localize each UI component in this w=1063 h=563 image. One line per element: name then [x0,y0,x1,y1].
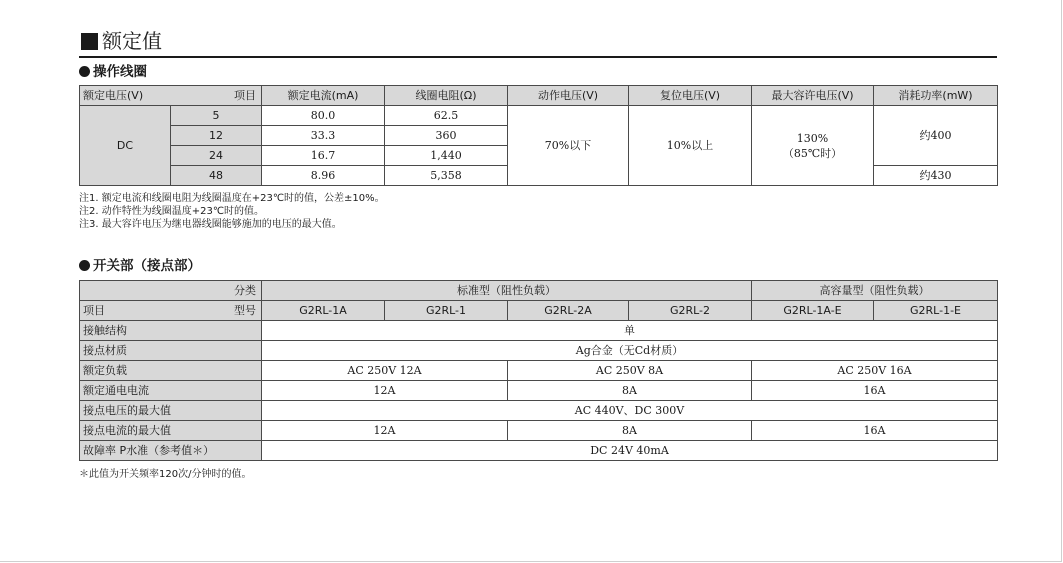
resistance-cell: 62.5 [385,106,508,126]
footnote: ＊此值为开关频率120次/分钟时的值。 [79,469,252,480]
model-cell: G2RL-1A [262,301,385,321]
voltage-cell: 5 [171,106,262,126]
contacts-group-row [80,281,998,301]
model-cell: G2RL-1 [385,301,508,321]
rated-current-b: 8A [508,381,752,401]
resistance-cell: 1,440 [385,146,508,166]
max-current-b: 8A [508,421,752,441]
contacts-heading-text: 开关部（接点部） [93,258,201,274]
max-voltage-value: AC 440V、DC 300V [262,401,998,421]
item-model-header [80,301,262,321]
header-rated-voltage: 额定电压(V) [83,89,144,102]
release-voltage-cell: 10%以上 [629,106,752,186]
table-row [80,321,998,341]
row-label: 额定负载 [80,361,262,381]
voltage-cell: 24 [171,146,262,166]
table-row [80,401,998,421]
table-row [80,441,998,461]
row-label: 接触结构 [80,321,262,341]
contacts-model-row [80,301,998,321]
header-rated-current: 额定电流(mA) [262,86,385,106]
header-release-voltage: 复位电压(V) [629,86,752,106]
note-3: 注3. 最大容许电压为继电器线圈能够施加的电压的最大值。 [79,219,342,230]
voltage-cell: 48 [171,166,262,186]
rated-load-a: AC 250V 12A [262,361,508,381]
structure-value: 单 [262,321,998,341]
heading-square-icon [81,33,98,50]
coil-header-voltage-item [80,86,262,106]
item-label: 项目 [83,304,105,317]
contacts-subheading [79,257,201,275]
max-voltage-line2: （85℃时） [782,146,843,160]
max-voltage-cell [752,106,874,186]
coil-subheading [79,63,147,81]
row-label: 接点电流的最大值 [80,421,262,441]
power-cell-1: 约400 [874,106,998,166]
max-current-a: 12A [262,421,508,441]
row-label: 接点电压的最大值 [80,401,262,421]
header-item: 项目 [234,89,257,102]
note-1: 注1. 额定电流和线圈电阻为线圈温度在+23℃时的值，公差±10%。 [79,193,385,204]
material-value: Ag合金（无Cd材质） [262,341,998,361]
model-cell: G2RL-1-E [874,301,998,321]
row-label: 接点材质 [80,341,262,361]
note-2: 注2. 动作特性为线圈温度+23℃时的值。 [79,206,265,217]
table-row [80,341,998,361]
max-voltage-line1: 130% [796,131,829,145]
contacts-table [79,280,998,461]
failure-rate-value: DC 24V 40mA [262,441,998,461]
model-label: 型号 [234,304,256,317]
coil-type-cell: DC [80,106,171,186]
table-row [80,361,998,381]
coil-header-row [80,86,998,106]
row-label: 故障率 P水准（参考值＊） [80,441,262,461]
row-label: 额定通电电流 [80,381,262,401]
group-standard: 标准型（阻性负载） [262,281,752,301]
section-title: 额定值 [102,29,162,53]
table-row [80,421,998,441]
header-max-voltage: 最大容许电压(V) [752,86,874,106]
rated-load-b: AC 250V 8A [508,361,752,381]
table-row [80,106,998,126]
header-power: 消耗功率(mW) [874,86,998,106]
power-cell-2: 约430 [874,166,998,186]
model-cell: G2RL-2 [629,301,752,321]
header-coil-resistance: 线圈电阻(Ω) [385,86,508,106]
resistance-cell: 360 [385,126,508,146]
current-cell: 33.3 [262,126,385,146]
current-cell: 16.7 [262,146,385,166]
section-heading [79,28,997,58]
current-cell: 8.96 [262,166,385,186]
bullet-icon [79,66,90,77]
rated-current-c: 16A [752,381,998,401]
resistance-cell: 5,358 [385,166,508,186]
operate-voltage-cell: 70%以下 [508,106,629,186]
rated-load-c: AC 250V 16A [752,361,998,381]
table-row [80,381,998,401]
rated-current-a: 12A [262,381,508,401]
max-current-c: 16A [752,421,998,441]
model-cell: G2RL-1A-E [752,301,874,321]
header-operate-voltage: 动作电压(V) [508,86,629,106]
coil-heading-text: 操作线圈 [93,64,147,80]
group-high-capacity: 高容量型（阻性负载） [752,281,998,301]
current-cell: 80.0 [262,106,385,126]
coil-table [79,85,998,186]
class-label: 分类 [80,281,262,301]
voltage-cell: 12 [171,126,262,146]
model-cell: G2RL-2A [508,301,629,321]
bullet-icon [79,260,90,271]
